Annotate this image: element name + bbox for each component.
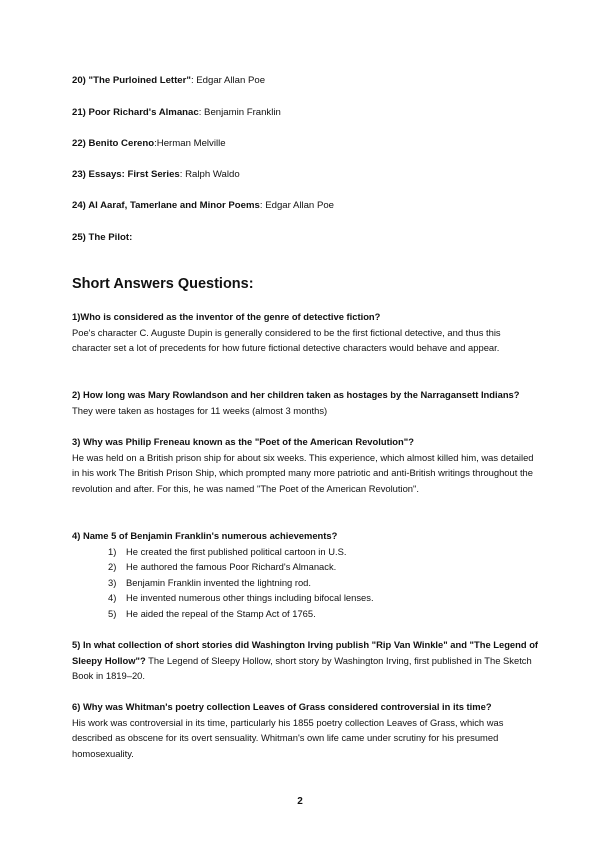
match-title: Poor Richard's Almanac [88, 107, 199, 118]
match-author: Edgar Allan Poe [196, 75, 266, 86]
question-block-2 [72, 387, 540, 418]
list-item: 2) He authored the famous Poor Richard's Almanack. [108, 561, 337, 573]
question-text: 2) How long was Mary Rowlandson and her children taken as hostages by the Narragansett Indians? [72, 389, 520, 400]
match-author: Ralph Waldo [185, 169, 240, 180]
match-number: 24) [72, 200, 86, 211]
match-item-25: 25) The Pilot: [72, 232, 133, 243]
match-title: Benito Cereno [88, 138, 155, 149]
question-text: 6) Why was Whitman's poetry collection Leaves of Grass considered controversial in its time? [72, 701, 492, 712]
answer-text: His work was controversial in its time, particularly his 1855 poetry collection Leaves of Grass, which was described as obscene for its overt sensuality. Whitman's own life came under scrutiny for his presumed homosexuality. [72, 716, 504, 759]
match-item-20: 20) "The Purloined Letter": Edgar Allan Poe [72, 75, 266, 86]
match-item-23: 23) Essays: First Series: Ralph Waldo [72, 169, 240, 180]
match-title: Al Aaraf, Tamerlane and Minor Poems [88, 200, 260, 211]
question-text: 4) Name 5 of Benjamin Franklin's numerous achievements? [72, 530, 338, 541]
match-author: Edgar Allan Poe [265, 200, 335, 211]
match-item-21: 21) Poor Richard's Almanac: Benjamin Franklin [72, 107, 281, 118]
question-text: 1)Who is considered as the inventor of the genre of detective fiction? [72, 311, 381, 322]
question-block-4 [72, 528, 540, 622]
page-number: 2 [297, 796, 303, 807]
match-title: The Pilot [88, 232, 130, 243]
question-block-6 [72, 699, 540, 761]
match-item-24: 24) Al Aaraf, Tamerlane and Minor Poems: Edgar Allan Poe [72, 200, 335, 211]
question-block-3 [72, 434, 540, 496]
list-item: 5) He aided the repeal of the Stamp Act of 1765. [108, 607, 316, 619]
match-number: 23) [72, 169, 86, 180]
question-block-5 [72, 637, 540, 684]
question-text: 3) Why was Philip Freneau known as the "Poet of the American Revolution"? [72, 436, 414, 447]
match-number: 25) [72, 232, 86, 243]
match-author: Herman Melville [156, 138, 226, 149]
match-title: Essays: First Series [88, 169, 180, 180]
achievement-list [72, 544, 540, 622]
match-title: "The Purloined Letter" [88, 75, 191, 86]
list-item: 4) He invented numerous other things including bifocal lenses. [108, 592, 374, 604]
answer-text: The Legend of Sleepy Hollow, short story by Washington Irving, first published in The Sketch Book in 1819–20. [72, 654, 532, 682]
match-number: 22) [72, 138, 86, 149]
match-number: 21) [72, 107, 86, 118]
answer-text: He was held on a British prison ship for about six weeks. This experience, which almost killed him, was detailed in his work The British Prison Ship, which prompted many more patriotic and anti-British writings throughout the revolution and after. For this, he was named "The Poet of the American Revolution". [72, 451, 534, 494]
question-block-1 [72, 309, 540, 356]
list-item: 3) Benjamin Franklin invented the lightning rod. [108, 576, 312, 588]
section-heading: Short Answers Questions: [72, 276, 254, 292]
question-text: 5) In what collection of short stories did Washington Irving publish "Rip Van Winkle" and "The Legend of Sleepy Hollow"? [72, 639, 539, 666]
match-item-22: 22) Benito Cereno:Herman Melville [72, 138, 226, 149]
answer-text: They were taken as hostages for 11 weeks (almost 3 months) [72, 404, 328, 416]
match-number: 20) [72, 75, 86, 86]
list-item: 1) He created the first published political cartoon in U.S. [108, 545, 347, 557]
answer-text: Poe's character C. Auguste Dupin is generally considered to be the first fictional detective, and thus this character set a lot of precedents for how future fictional detective characters would behave and appear. [72, 326, 501, 354]
match-author: Benjamin Franklin [204, 107, 281, 118]
